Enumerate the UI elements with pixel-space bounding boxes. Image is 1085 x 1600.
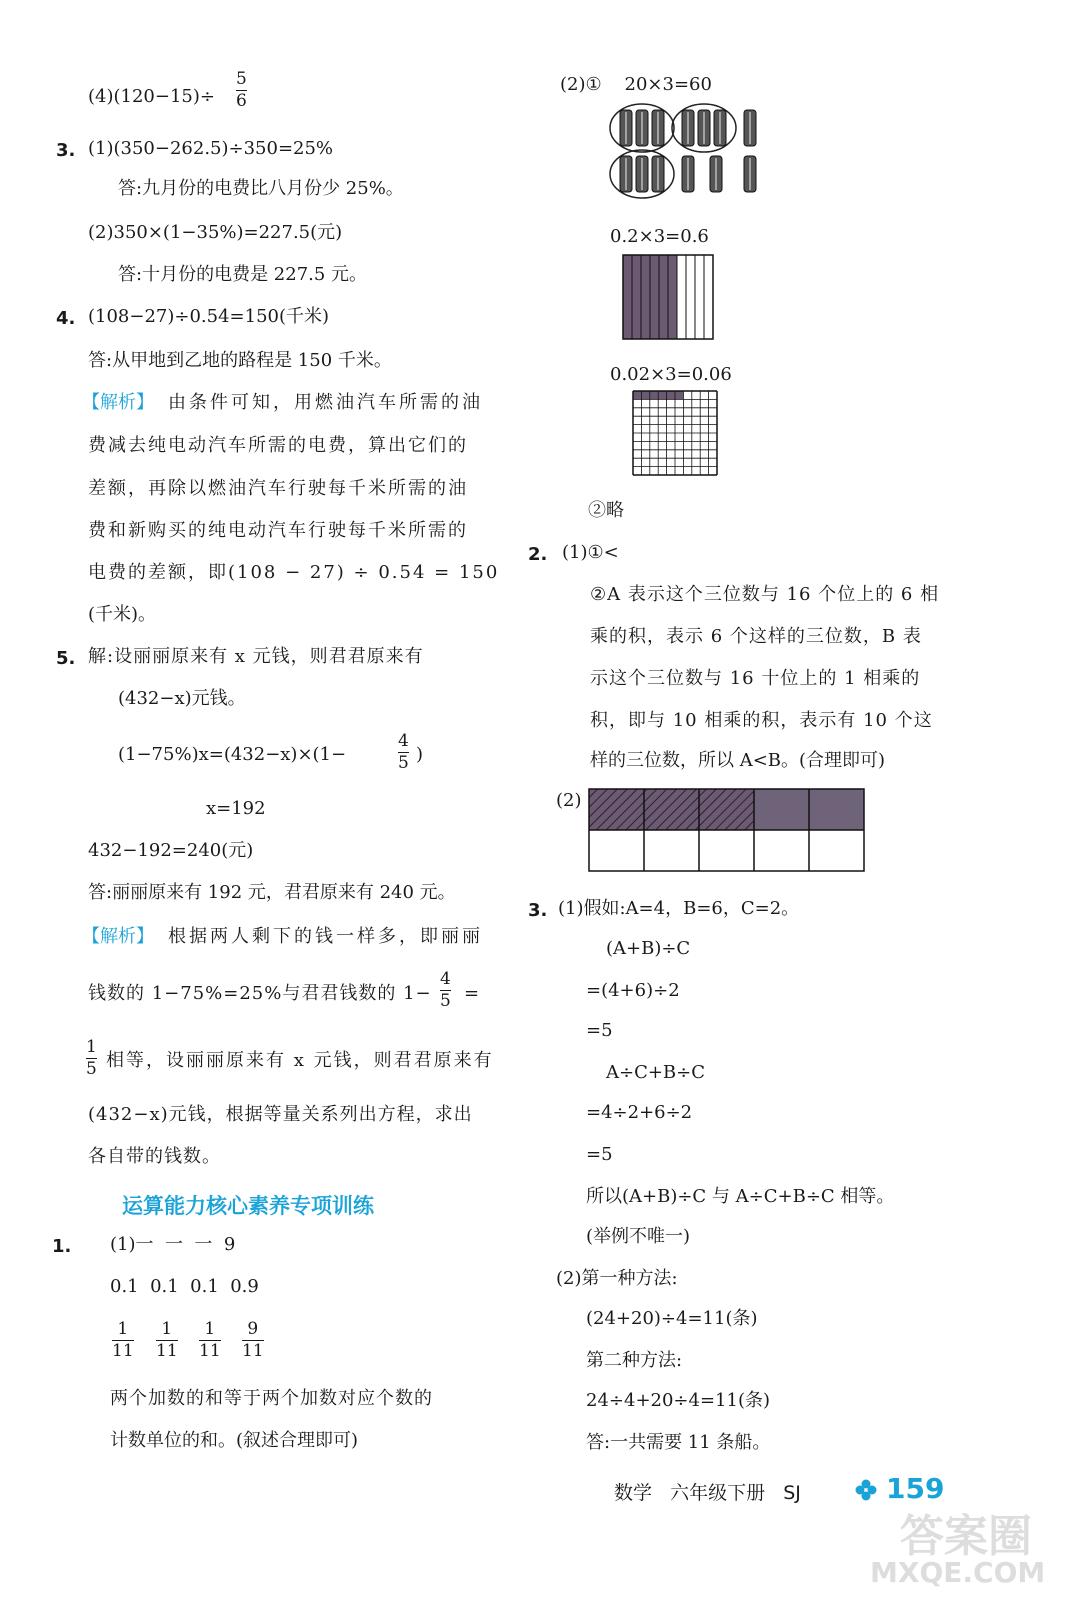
line: (2)	[556, 790, 582, 811]
shaded-cell	[633, 391, 641, 399]
line: 计数单位的和。(叙述合理即可)	[110, 1430, 359, 1451]
line: 示这个三位数与 16 十位上的 1 相乘的	[590, 668, 921, 689]
line: 解:设丽丽原来有 x 元钱，则君君原来有	[88, 646, 424, 667]
equation: =4÷2+6÷2	[586, 1102, 693, 1123]
hatched-region	[589, 789, 754, 830]
line: (1)假如:A=4，B=6，C=2。	[558, 898, 800, 919]
line: (432−x)元钱。	[118, 688, 246, 709]
tenths-strip-figure	[622, 254, 714, 340]
line: 0.1 0.1 0.1 0.9	[110, 1276, 259, 1297]
fraction	[112, 1320, 134, 1360]
analysis-text: 根据两人剩下的钱一样多，即丽丽	[168, 926, 483, 947]
equation: A÷C+B÷C	[606, 1062, 706, 1083]
fraction	[242, 1320, 264, 1360]
numerator: 1	[161, 1319, 173, 1339]
analysis-text: 各自带的钱数。	[88, 1146, 221, 1167]
line: (举例不唯一)	[586, 1226, 691, 1247]
line: (2)第一种方法:	[556, 1268, 678, 1289]
analysis-text: 差额，再除以燃油汽车行驶每千米所需的油	[88, 478, 468, 499]
question-number: 1.	[52, 1236, 72, 1257]
numerator: 1	[204, 1319, 216, 1339]
equation: (1−75%)x=(432−x)×(1−	[118, 744, 347, 765]
answer-line: 答:一共需要 11 条船。	[586, 1432, 771, 1453]
line: 积，即与 10 相乘的积，表示有 10 个这	[590, 710, 933, 731]
equation: 24÷4+20÷4=11(条)	[586, 1390, 770, 1411]
numerator: 4	[440, 969, 451, 989]
analysis-tag: 【解析】	[82, 392, 154, 413]
line: 第二种方法:	[586, 1350, 683, 1371]
equation: (A+B)÷C	[606, 938, 691, 959]
watermark-url: MXQE.COM	[870, 1556, 1046, 1589]
stick-bundle-figure	[604, 100, 774, 200]
line: 432−192=240(元)	[88, 840, 254, 861]
numerator: 1	[117, 1319, 129, 1339]
denominator: 5	[440, 990, 451, 1011]
analysis-tag: 【解析】	[82, 926, 154, 947]
denominator: 11	[242, 1340, 264, 1361]
fraction	[156, 1320, 178, 1360]
line: 0.2×3=0.6	[610, 226, 709, 247]
fraction	[86, 1038, 97, 1078]
line: ②A 表示这个三位数与 16 个位上的 6 相	[590, 584, 940, 605]
question-number: 4.	[56, 308, 76, 329]
line: 两个加数的和等于两个加数对应个数的	[110, 1388, 433, 1409]
shaded-cell	[667, 391, 675, 399]
fraction	[199, 1320, 221, 1360]
numerator: 4	[398, 731, 409, 751]
equation: =5	[586, 1020, 613, 1041]
denominator: 6	[236, 90, 247, 111]
denominator: 5	[398, 752, 409, 773]
fraction	[236, 70, 247, 110]
shaded-cell	[658, 391, 666, 399]
line: 所以(A+B)÷C 与 A÷C+B÷C 相等。	[586, 1186, 895, 1207]
line: (1)①<	[562, 542, 619, 563]
numerator: 9	[247, 1319, 259, 1339]
line: (2)350×(1−35%)=227.5(元)	[88, 222, 343, 243]
answer-line: 答:十月份的电费是 227.5 元。	[118, 264, 368, 285]
analysis-text: =	[464, 983, 480, 1004]
equation: x=192	[206, 798, 266, 819]
analysis-text: 费减去纯电动汽车所需的电费，算出它们的	[88, 435, 468, 456]
numerator: 5	[236, 69, 247, 89]
analysis-text: 钱数的 1−75%=25%与君君钱数的 1−	[88, 983, 432, 1004]
analysis-text: 电费的差额，即(108 − 27) ÷ 0.54 = 150	[88, 562, 500, 583]
question-number: 3.	[56, 140, 76, 161]
page-number: 159	[886, 1472, 945, 1505]
analysis-text: 由条件可知，用燃油汽车所需的油	[168, 392, 483, 413]
line: 样的三位数，所以 A<B。(合理即可)	[590, 750, 886, 771]
line: (1)(350−262.5)÷350=25%	[88, 138, 334, 159]
watermark-logo: 答案圈	[900, 1511, 1032, 1562]
fraction-bar-figure	[588, 788, 868, 874]
fraction	[398, 732, 409, 772]
shaded-cell	[641, 391, 649, 399]
line: (108−27)÷0.54=150(千米)	[88, 306, 330, 327]
analysis-text: 相等，设丽丽原来有 x 元钱，则君君原来有	[106, 1050, 494, 1071]
question-number: 2.	[528, 544, 548, 565]
line: 0.02×3=0.06	[610, 364, 732, 385]
fraction	[440, 970, 451, 1010]
analysis-text: (432−x)元钱，根据等量关系列出方程，求出	[88, 1104, 473, 1125]
equation: (24+20)÷4=11(条)	[586, 1308, 758, 1329]
equation: )	[416, 744, 424, 765]
denominator: 11	[112, 1340, 134, 1361]
answer-line: 答:九月份的电费比八月份少 25%。	[118, 178, 404, 199]
equation: =(4+6)÷2	[586, 980, 680, 1001]
denominator: 11	[156, 1340, 178, 1361]
section-title: 运算能力核心素养专项训练	[122, 1194, 374, 1218]
hundredths-grid-figure	[632, 390, 718, 476]
line: (2)① 20×3=60	[560, 74, 712, 95]
line: (1)一 一 一 9	[110, 1234, 236, 1255]
line: ②略	[588, 500, 624, 521]
line: 乘的积，表示 6 个这样的三位数，B 表	[590, 626, 922, 647]
denominator: 5	[86, 1058, 97, 1079]
question-number: 5.	[56, 648, 76, 669]
footer-text: 数学 六年级下册 SJ	[614, 1482, 801, 1504]
denominator: 11	[199, 1340, 221, 1361]
numerator: 1	[86, 1037, 97, 1057]
question-number: 3.	[528, 900, 548, 921]
equation: =5	[586, 1144, 613, 1165]
analysis-text: 费和新购买的纯电动汽车行驶每千米所需的	[88, 520, 468, 541]
analysis-text: (千米)。	[88, 604, 157, 625]
line: (4)(120−15)÷	[88, 86, 215, 107]
answer-line: 答:从甲地到乙地的路程是 150 千米。	[88, 350, 392, 371]
shaded-cell	[650, 391, 658, 399]
answer-line: 答:丽丽原来有 192 元，君君原来有 240 元。	[88, 882, 456, 903]
shaded-cell	[675, 391, 683, 399]
clover-icon	[854, 1478, 878, 1502]
